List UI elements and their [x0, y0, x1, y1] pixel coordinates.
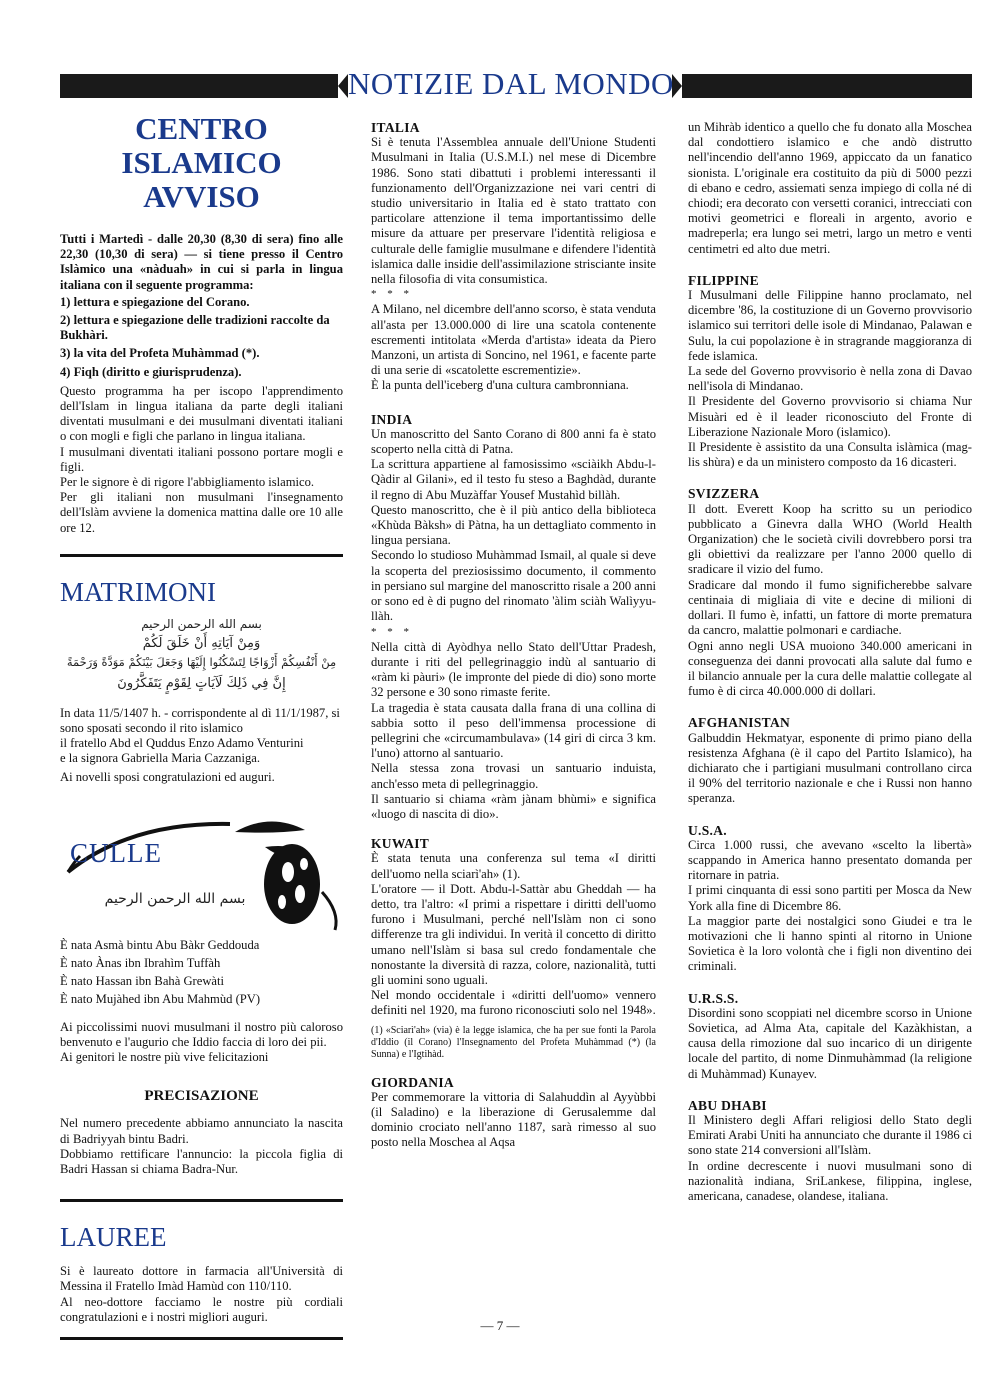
paragraph: L'oratore — il Dott. Abdu-l-Sattàr abu Gheddah — ha detto, tra l'altro: «I primi a rispettare i diritti dell'uomo furono i Musulmani, perché nell'Islàm non ci sono differenze tra gli individui. In verità il concetto di diritto umano nell'Islàm si basa sul credo fondamentale che nonostante la diversità di razza, colore, nazionalità, tutti gli uomini sono uguali.: [371, 881, 656, 987]
paragraph: Questo manoscritto, che è il più antico della biblioteca «Khùda Bàksh» di Pàtna, ha un dettagliato commento in lingua persiana.: [371, 502, 656, 548]
centro-body: [60, 384, 343, 536]
precisazione-title: PRECISAZIONE: [144, 1088, 259, 1105]
paragraph: Secondo lo studioso Muhàmmad Ismail, al quale si deve la scoperta del preziosissimo documento, il commento in persiano sul margine del manoscritto risale a 200 anni or sono ed è di pugno del rinomato 'àlim sciàh Walìyyu-llàh.: [371, 548, 656, 624]
divider: [60, 1337, 343, 1340]
matrimoni-title: MATRIMONI: [60, 576, 217, 607]
avviso-title: AVVISO: [143, 179, 260, 214]
section-heading: FILIPPINE: [688, 272, 759, 288]
paragraph: un Mihràb identico a quello che fu donato alla Moschea dal condottiero islamico e che andò distrutto nell'incendio dell'anno 1969, appiccato da un fanatico sionista. L'originale era costituito da più di 5000 pezzi di ebano e cedro, assiemati senza impiego di colla né di chiodi; era decorato con versetti coranici, intrecciati con motivi geometrici e floreali in argento, avorio e madreperla; era lungo sei metri, largo un metro e venti centimetri ed alto due metri.: [688, 120, 972, 256]
centro-item: 1) lettura e spiegazione del Corano.: [60, 294, 250, 309]
arabic-line: مِنْ أَنْفُسِكُمْ أَزْوَاجًا لِتَسْكُنُوا إِلَيْهَا وَجَعَلَ بَيْنَكُمْ مَوَدَّةً وَرَحْمَةً: [66, 655, 337, 670]
centro-item: 4) Fiqh (diritto e giurisprudenza).: [60, 364, 242, 379]
footnote: (1) «Sciarì'ah» (via) è la legge islamica, che ha per sue fonti la Parola d'Iddio (il Corano) l'Insegnamento del Profeta Muhàmmad (*) (la Sunna) e l'Igtihàd.: [371, 1024, 656, 1060]
section-heading: KUWAIT: [371, 836, 430, 852]
section-heading: INDIA: [371, 411, 413, 427]
centro-intro-block: [60, 232, 343, 380]
matrimoni-body: [60, 706, 343, 786]
paragraph: I Musulmani delle Filippine hanno proclamato, nel dicembre '86, la costituzione di un Governo provvisorio islamico sui territori delle isole di Mindanao, Palawan e Sulu, la cui popolazione è in stragrande maggioranza di fede islamica.: [688, 288, 972, 363]
list-item: È nato Mujàhed ibn Abu Mahmùd (PV): [60, 992, 261, 1007]
matrimoni-calligraphy: [60, 617, 343, 692]
column-left: [60, 112, 343, 1340]
paragraph: Il Ministero degli Affari religiosi dello Stato degli Emirati Arabi Uniti ha annunciato che durante il 1986 ci sono state 214 conversioni all'Islàm.: [688, 1112, 972, 1158]
arabic-line: وَمِنْ آيَاتِهِ أَنْ خَلَقَ لَكُمْ: [142, 636, 261, 652]
list-item: È nato Ànas ibn Ibrahìm Tuffàh: [60, 955, 221, 970]
paragraph: È la punta dell'iceberg d'una cultura cambronniana.: [371, 378, 629, 393]
paragraph: Per gli italiani non musulmani l'insegnamento dell'Islàm avviene la domenica mattina dalle ore 10 alle ore 12.: [60, 490, 343, 535]
divider: [60, 554, 343, 557]
paragraph: Circa 1.000 russi, che avevano «scelto la libertà» scappando in America hanno presentato domanda per ritornare in patria.: [688, 837, 972, 883]
section-heading: U.R.S.S.: [688, 990, 739, 1006]
paragraph: La sede del Governo provvisorio è nella zona di Davao nell'isola di Mindanao.: [688, 364, 972, 394]
paragraph: Al neo-dottore facciamo le nostre più cordiali congratulazioni e i nostri migliori auguri.: [60, 1294, 343, 1324]
paragraph: Un manoscritto del Santo Corano di 800 anni fa è stato scoperto nella città di Patna.: [371, 426, 656, 457]
centro-intro: Tutti i Martedì - dalle 20,30 (8,30 di sera) fino alle 22,30 (10,30 di sera) — si tiene presso il Centro Islàmico una «nàduah» in cui si parla in lingua italiana con il seguente programma:: [60, 232, 343, 292]
culle-calligraphy: بسم الله الرحمن الرحيم: [104, 890, 246, 907]
paragraph: Si è laureato dottore in farmacia all'Università di Messina il Fratello Imàd Hamùd con 110/110.: [60, 1264, 343, 1294]
arabic-line: إِنَّ فِي ذَلِكَ لَآيَاتٍ لِقَوْمٍ يَتَفَكَّرُونَ: [117, 676, 286, 692]
precisazione-body: [60, 1116, 343, 1177]
paragraph: il fratello Abd el Quddus Enzo Adamo Venturini: [60, 736, 304, 751]
section-heading: AFGHANISTAN: [688, 715, 791, 731]
divider: [60, 1199, 343, 1202]
paragraph: A Milano, nel dicembre dell'anno scorso, è stata venduta all'asta per 13.000.000 di lire una scatola contenente escrementi intitolata «Merda d'artista» ideata da Piero Manzoni, un artista di Soncino, nel 1961, e facente parte di una serie di «scatolette escrementizie».: [371, 302, 656, 378]
section-heading: GIORDANIA: [371, 1074, 454, 1090]
paragraph: I musulmani diventati italiani possono portare mogli e figli.: [60, 444, 343, 474]
paragraph: Disordini sono scoppiati nel dicembre scorso in Unione Sovietica, ad Alma Ata, capitale del Kazàkhistan, a causa della rimozione dal suo incarico di un dirigente locale del partito, di nome Dinmuhàmmad (la religione di Muhàmmad) Kunayev.: [688, 1005, 972, 1081]
separator-stars: * * *: [371, 625, 413, 638]
header-band-left: [60, 74, 338, 98]
paragraph: Nella stessa zona trovasi un santuario induista, anch'esso meta di pellegrinaggio.: [371, 761, 656, 791]
column-middle: [371, 120, 656, 1151]
paragraph: Per le signore è di rigore l'abbigliamento islamico.: [60, 475, 315, 490]
paragraph: e la signora Gabriella Maria Cazzaniga.: [60, 751, 261, 766]
section-heading: U.S.A.: [688, 822, 727, 838]
list-item: È nato Hassan ibn Bahà Grewàti: [60, 974, 225, 989]
culle-body: [60, 1020, 343, 1066]
paragraph: Nel numero precedente abbiamo annunciato la nascita di Badriyyah bintu Badri.: [60, 1116, 343, 1146]
culle-births: [60, 938, 343, 1008]
paragraph: I primi cinquanta di essi sono partiti per Mosca da New York alla fine di Dicembre 86.: [688, 883, 972, 913]
paragraph: In data 11/5/1407 h. - corrispondente al dì 11/1/1987, si sono sposati secondo il rito islamico: [60, 705, 340, 735]
paragraph: Il santuario si chiama «ràm jànam bhùmi» e significa «luogo di nascita di dio».: [371, 791, 656, 821]
column-right: [688, 120, 972, 1204]
paragraph: Ai genitori le nostre più vive felicitazioni: [60, 1049, 269, 1064]
paragraph: Ogni anno negli USA muoiono 340.000 americani in conseguenza dei danni provocati alla salute dal fumo e il bilancio annuale per la cura delle malattie collegate al fumo è di circa 40.000.000 di dollari.: [688, 638, 972, 699]
paragraph: Galbuddin Hekmatyar, esponente di primo piano della resistenza Afghana (è il capo del Partito Islamico), ha dichiarato che i partigiani musulmani controllano circa il 90% del territorio nazionale e che i Russi non hanno speranza.: [688, 730, 972, 806]
section-masthead: NOTIZIE DAL MONDO: [348, 66, 674, 101]
section-heading: ITALIA: [371, 120, 420, 135]
paragraph: La scrittura appartiene al famosissimo «sciàikh Abdu-l-Qàdir al Gilani», ed il testo fu steso a Baghdàd, durante il regno di Abu Muzàffar Yousef Mustahìd billàh.: [371, 457, 656, 502]
paragraph: Si è tenuta l'Assemblea annuale dell'Unione Studenti Musulmani in Italia (U.S.M.I.) nel mese di Dicembre 1986. Sono stati dibattuti i problemi interessanti il funzionamento dell'Organizzazione nei vari centri di studio universitario in Italia ed è stato trattato con particolare attenzione il tema importantissimo delle misure da attuare per preservare l'identità religiosa e culturale delle famiglie musulmane e difendere l'identità islamica dalle insidie dell'assimilazione strisciante insite nella filosofia di vita consumistica.: [371, 135, 656, 287]
paragraph: Nel mondo occidentale i «diritti dell'uomo» vennero definiti nel 1920, ma furono riconosciuti solo nel 1948».: [371, 988, 656, 1018]
flower-ornament-icon: [60, 812, 343, 932]
paragraph: La maggior parte dei nostalgici sono Giudei e tra le motivazioni che li hanno spinti al ritorno in Unione Sovietica è la loro volontà che i figli non diventino dei criminali.: [688, 913, 972, 974]
culle-title: CULLE: [70, 837, 162, 868]
paragraph: Sradicare dal mondo il fumo significherebbe salvare centinaia di migliaia di vite e decine di milioni di dollari. Il fumo è, infatti, un fattore di morte prematura da cancro, malattie polmonari e cardiache.: [688, 577, 972, 638]
header-arrow-right: [672, 74, 682, 98]
paragraph: Per commemorare la vittoria di Salahuddìn al Ayyùbbi (il Saladino) e la liberazione di Gerusalemme dal dominio crociato nell'anno 1187, sarà rimesso al suo posto nella Moschea al Aqsa: [371, 1089, 656, 1150]
paragraph: È stata tenuta una conferenza sul tema «I diritti dell'uomo nella sciarì'ah» (1).: [371, 851, 656, 881]
paragraph: Il dott. Everett Koop ha scritto su un periodico pubblicato a Ginevra dalla WHO (World Health Organization) che le società civili dovrebbero porsi tra gli obiettivi da realizzare per l'anno 2000 quello di sradicare il vizio del fumo.: [688, 501, 972, 577]
paragraph: Dobbiamo rettificare l'annuncio: la piccola figlia di Badri Hassan si chiama Badra-Nur.: [60, 1146, 343, 1176]
centro-item: 2) lettura e spiegazione delle tradizioni raccolte da Bukhàri.: [60, 313, 330, 343]
list-item: È nata Asmà bintu Abu Bàkr Geddouda: [60, 937, 260, 952]
centro-item: 3) la vita del Profeta Muhàmmad (*).: [60, 346, 260, 361]
page-number: — 7 —: [480, 1318, 520, 1333]
centro-title: CENTRO ISLAMICO: [121, 111, 282, 180]
header-band-right: [682, 74, 972, 98]
paragraph: Ai piccolissimi nuovi musulmani il nostro più caloroso benvenuto e l'augurio che Iddio faccia di loro dei pii.: [60, 1019, 343, 1049]
lauree-title: LAUREE: [60, 1222, 167, 1253]
paragraph: Il Presidente del Governo provvisorio si chiama Nur Misuàri ed è il leader riconosciuto del Fronte di Liberazione Nazionale Moro (islamico).: [688, 394, 972, 439]
culle-header: [60, 812, 343, 932]
arabic-line: بسم الله الرحمن الرحيم: [141, 616, 262, 631]
separator-stars: * * *: [371, 288, 413, 301]
paragraph: La tragedia è stata causata dalla frana di una collina di sabbia sotto il peso dell'immensa processione di pellegrini che «circumambulava» (14 giri di circa 3 km. l'uno) attorno al santuario.: [371, 700, 656, 761]
paragraph: Il Presidente è assistito da una Consulta islàmica (mag-lis shùra) e da un ministero composto da 16 dicasteri.: [688, 440, 972, 470]
lauree-body: [60, 1264, 343, 1325]
paragraph: Ai novelli sposi congratulazioni ed auguri.: [60, 770, 275, 785]
section-heading: SVIZZERA: [688, 486, 760, 502]
paragraph: In ordine decrescente i nuovi musulmani sono di nazionalità indiana, SriLankese, filippina, inglese, americana, canadese, olandese, italiana.: [688, 1158, 972, 1203]
section-heading: ABU DHABI: [688, 1097, 767, 1113]
paragraph: Questo programma ha per iscopo l'apprendimento dell'Islam in lingua italiana da parte degli italiani diventati musulmani e dei musulmani diventati italiani o con mogli e figli che parlano in lingua italiana.: [60, 383, 343, 444]
paragraph: Nella città di Ayòdhya nello Stato dell'Uttar Pradesh, durante i riti del pellegrinaggio indù al santuario di «ràm ki pàuri» (le impronte del piede di dio) sono morte 32 persone e 30 sono rimaste ferite.: [371, 639, 656, 700]
